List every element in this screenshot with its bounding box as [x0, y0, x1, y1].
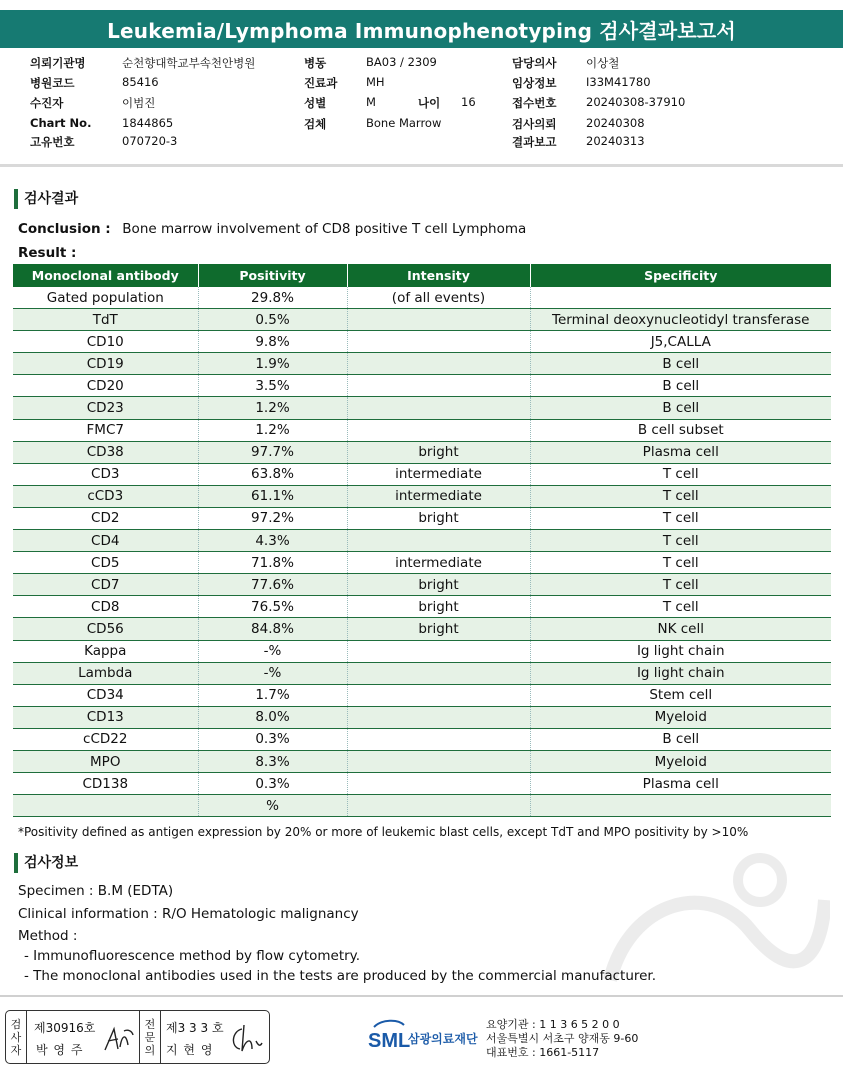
lab-info — [486, 1018, 638, 1060]
lab-code: 요양기관 : 1 1 3 6 5 2 0 0 — [486, 1018, 620, 1031]
table-row — [13, 485, 831, 507]
sex-value: M — [366, 95, 376, 109]
cell-positivity: 61.1% — [198, 485, 347, 507]
cell-antibody: CD10 — [13, 331, 198, 353]
cell-specificity: J5,CALLA — [530, 331, 831, 353]
table-row — [13, 530, 831, 552]
cell-intensity: bright — [347, 618, 530, 640]
cell-intensity — [347, 309, 530, 331]
cell-intensity — [347, 640, 530, 662]
cell-intensity — [347, 530, 530, 552]
cell-specificity: Myeloid — [530, 750, 831, 772]
cell-positivity: 8.0% — [198, 706, 347, 728]
cell-specificity: T cell — [530, 530, 831, 552]
receipt-value: 20240308-37910 — [586, 95, 686, 109]
unique-no-label: 고유번호 — [30, 135, 75, 149]
cell-antibody: Lambda — [13, 662, 198, 684]
cell-positivity: 97.7% — [198, 441, 347, 463]
table-row — [13, 684, 831, 706]
cell-specificity: B cell — [530, 375, 831, 397]
table-row — [13, 574, 831, 596]
cell-positivity: 3.5% — [198, 375, 347, 397]
cell-antibody: CD2 — [13, 507, 198, 529]
table-row — [13, 507, 831, 529]
reviewer-license: 제3 3 3 호 — [166, 1021, 224, 1035]
cell-specificity: B cell — [530, 397, 831, 419]
cell-intensity: bright — [347, 441, 530, 463]
cell-antibody: CD13 — [13, 706, 198, 728]
cell-specificity: B cell — [530, 353, 831, 375]
cell-intensity — [347, 728, 530, 750]
patient-value: 이범진 — [122, 96, 156, 110]
table-row — [13, 287, 831, 309]
table-row — [13, 353, 831, 375]
table-row — [13, 552, 831, 574]
cell-intensity: (of all events) — [347, 287, 530, 309]
table-row — [13, 331, 831, 353]
specimen-label: 검체 — [304, 117, 327, 131]
cell-intensity — [347, 353, 530, 375]
reviewer-signature — [228, 1021, 264, 1055]
chart-no-value: 1844865 — [122, 116, 174, 130]
sex-label: 성별 — [304, 96, 327, 110]
cell-antibody: CD3 — [13, 463, 198, 485]
reviewer-name: 지 현 영 — [166, 1043, 214, 1057]
cell-antibody: CD7 — [13, 574, 198, 596]
cell-intensity — [347, 706, 530, 728]
cell-specificity: Ig light chain — [530, 640, 831, 662]
cell-positivity: -% — [198, 640, 347, 662]
table-row — [13, 596, 831, 618]
clinical-value: I33M41780 — [586, 75, 651, 89]
cell-specificity — [530, 795, 831, 817]
header-divider — [0, 164, 843, 167]
svg-text:SML: SML — [368, 1030, 411, 1052]
cell-antibody: CD56 — [13, 618, 198, 640]
receipt-label: 접수번호 — [512, 96, 557, 110]
patient-info-block — [0, 55, 843, 155]
cell-positivity: 71.8% — [198, 552, 347, 574]
cell-antibody — [13, 795, 198, 817]
method-item-1: - Immunofluorescence method by flow cytometry. — [24, 948, 361, 964]
cell-positivity: 1.9% — [198, 353, 347, 375]
cell-antibody: CD34 — [13, 684, 198, 706]
cell-specificity: T cell — [530, 574, 831, 596]
cell-positivity: 84.8% — [198, 618, 347, 640]
clinical-info: Clinical information : R/O Hematologic malignancy — [18, 906, 359, 922]
cell-intensity — [347, 795, 530, 817]
cell-positivity: 1.2% — [198, 397, 347, 419]
dept-value: MH — [366, 75, 385, 89]
result-label: Result : — [18, 245, 77, 261]
chart-no-label: Chart No. — [30, 116, 92, 130]
cell-intensity — [347, 419, 530, 441]
specimen-info: Specimen : B.M (EDTA) — [18, 883, 174, 899]
request-label: 검사의뢰 — [512, 117, 557, 131]
cell-antibody: MPO — [13, 750, 198, 772]
cell-specificity: T cell — [530, 552, 831, 574]
report-label: 결과보고 — [512, 135, 557, 149]
table-row — [13, 375, 831, 397]
cell-positivity: 0.3% — [198, 773, 347, 795]
cell-specificity: B cell — [530, 728, 831, 750]
cell-intensity — [347, 662, 530, 684]
lab-phone: 대표번호 : 1661-5117 — [486, 1046, 600, 1059]
cell-specificity: Stem cell — [530, 684, 831, 706]
age-label: 나이 — [418, 96, 441, 110]
cell-specificity: Plasma cell — [530, 441, 831, 463]
cell-antibody: CD20 — [13, 375, 198, 397]
header-specificity: Specificity — [530, 264, 831, 287]
table-row — [13, 618, 831, 640]
specimen-value: Bone Marrow — [366, 116, 442, 130]
lab-name: 삼광의료재단 — [408, 1032, 478, 1046]
cell-positivity: 9.8% — [198, 331, 347, 353]
cell-intensity: intermediate — [347, 485, 530, 507]
table-row — [13, 419, 831, 441]
cell-antibody: cCD22 — [13, 728, 198, 750]
cell-antibody: CD8 — [13, 596, 198, 618]
cell-antibody: CD4 — [13, 530, 198, 552]
footnote: *Positivity defined as antigen expression by 20% or more of leukemic blast cells, except TdT and MPO positivity by >10% — [18, 825, 749, 839]
method-label: Method : — [18, 928, 78, 944]
cell-positivity: 1.7% — [198, 684, 347, 706]
cell-specificity: T cell — [530, 596, 831, 618]
cell-antibody: CD19 — [13, 353, 198, 375]
table-row — [13, 463, 831, 485]
cell-specificity: NK cell — [530, 618, 831, 640]
cell-positivity: 77.6% — [198, 574, 347, 596]
cell-specificity: T cell — [530, 485, 831, 507]
cell-positivity: 0.5% — [198, 309, 347, 331]
cell-specificity: Plasma cell — [530, 773, 831, 795]
tester-label: 검 사 자 — [6, 1011, 27, 1063]
info-section-title: 검사정보 — [14, 853, 78, 873]
cell-antibody: CD138 — [13, 773, 198, 795]
table-row — [13, 397, 831, 419]
cell-specificity: T cell — [530, 463, 831, 485]
watermark-graphic — [590, 840, 830, 990]
cell-antibody: CD5 — [13, 552, 198, 574]
cell-antibody: CD23 — [13, 397, 198, 419]
cell-intensity — [347, 750, 530, 772]
cell-intensity: intermediate — [347, 463, 530, 485]
ward-label: 병동 — [304, 56, 327, 70]
table-row — [13, 640, 831, 662]
lab-address: 서울특별시 서초구 양재동 9-60 — [486, 1032, 639, 1045]
cell-antibody: Gated population — [13, 287, 198, 309]
table-header-row — [13, 264, 831, 287]
method-item-2: - The monoclonal antibodies used in the tests are produced by the commercial manufacturer. — [24, 968, 657, 984]
cell-specificity — [530, 287, 831, 309]
cell-specificity: Terminal deoxynucleotidyl transferase — [530, 309, 831, 331]
conclusion-text: Bone marrow involvement of CD8 positive T cell Lymphoma — [122, 221, 527, 237]
table-row — [13, 662, 831, 684]
cell-specificity: Myeloid — [530, 706, 831, 728]
table-body — [13, 287, 831, 817]
ward-value: BA03 / 2309 — [366, 55, 437, 69]
cell-positivity: 97.2% — [198, 507, 347, 529]
report-value: 20240313 — [586, 134, 645, 148]
request-value: 20240308 — [586, 116, 645, 130]
table-row — [13, 773, 831, 795]
cell-positivity: % — [198, 795, 347, 817]
cell-positivity: 76.5% — [198, 596, 347, 618]
institution-label: 의뢰기관명 — [30, 56, 86, 70]
cell-positivity: 63.8% — [198, 463, 347, 485]
cell-positivity: 29.8% — [198, 287, 347, 309]
table-row — [13, 706, 831, 728]
cell-positivity: -% — [198, 662, 347, 684]
cell-positivity: 0.3% — [198, 728, 347, 750]
cell-positivity: 4.3% — [198, 530, 347, 552]
doctor-label: 담당의사 — [512, 56, 557, 70]
cell-intensity — [347, 773, 530, 795]
cell-specificity: B cell subset — [530, 419, 831, 441]
conclusion-label: Conclusion : — [18, 221, 111, 237]
hospital-code-value: 85416 — [122, 75, 159, 89]
tester-license: 제30916호 — [34, 1021, 96, 1035]
patient-label: 수진자 — [30, 96, 64, 110]
tester-signature — [102, 1025, 136, 1055]
footer-divider — [0, 995, 843, 997]
cell-specificity: T cell — [530, 507, 831, 529]
header-positivity: Positivity — [198, 264, 347, 287]
cell-antibody: Kappa — [13, 640, 198, 662]
cell-intensity: bright — [347, 574, 530, 596]
table-row — [13, 728, 831, 750]
hospital-code-label: 병원코드 — [30, 76, 75, 90]
conclusion-line — [18, 221, 526, 237]
cell-antibody: FMC7 — [13, 419, 198, 441]
cell-intensity: bright — [347, 596, 530, 618]
clinical-label: 임상정보 — [512, 76, 557, 90]
table-row — [13, 750, 831, 772]
doctor-value: 이상철 — [586, 56, 620, 70]
cell-antibody: cCD3 — [13, 485, 198, 507]
cell-antibody: TdT — [13, 309, 198, 331]
dept-label: 진료과 — [304, 76, 338, 90]
cell-antibody: CD38 — [13, 441, 198, 463]
signature-box — [5, 1010, 270, 1064]
tester-name: 박 영 주 — [36, 1043, 84, 1057]
cell-intensity: intermediate — [347, 552, 530, 574]
reviewer-label: 전 문 의 — [139, 1011, 161, 1063]
cell-intensity — [347, 331, 530, 353]
cell-intensity — [347, 397, 530, 419]
institution-value: 순천향대학교부속천안병원 — [122, 56, 256, 70]
cell-intensity — [347, 684, 530, 706]
report-title: Leukemia/Lymphoma Immunophenotyping 검사결과보고서 — [0, 10, 843, 48]
age-value: 16 — [461, 95, 476, 109]
result-section-title: 검사결과 — [14, 189, 78, 209]
cell-positivity: 1.2% — [198, 419, 347, 441]
table-row — [13, 795, 831, 817]
immunophenotype-table — [13, 264, 831, 817]
cell-positivity: 8.3% — [198, 750, 347, 772]
cell-specificity: Ig light chain — [530, 662, 831, 684]
table-row — [13, 441, 831, 463]
cell-intensity — [347, 375, 530, 397]
header-intensity: Intensity — [347, 264, 530, 287]
table-row — [13, 309, 831, 331]
unique-no-value: 070720-3 — [122, 134, 178, 148]
header-antibody: Monoclonal antibody — [13, 264, 198, 287]
cell-intensity: bright — [347, 507, 530, 529]
